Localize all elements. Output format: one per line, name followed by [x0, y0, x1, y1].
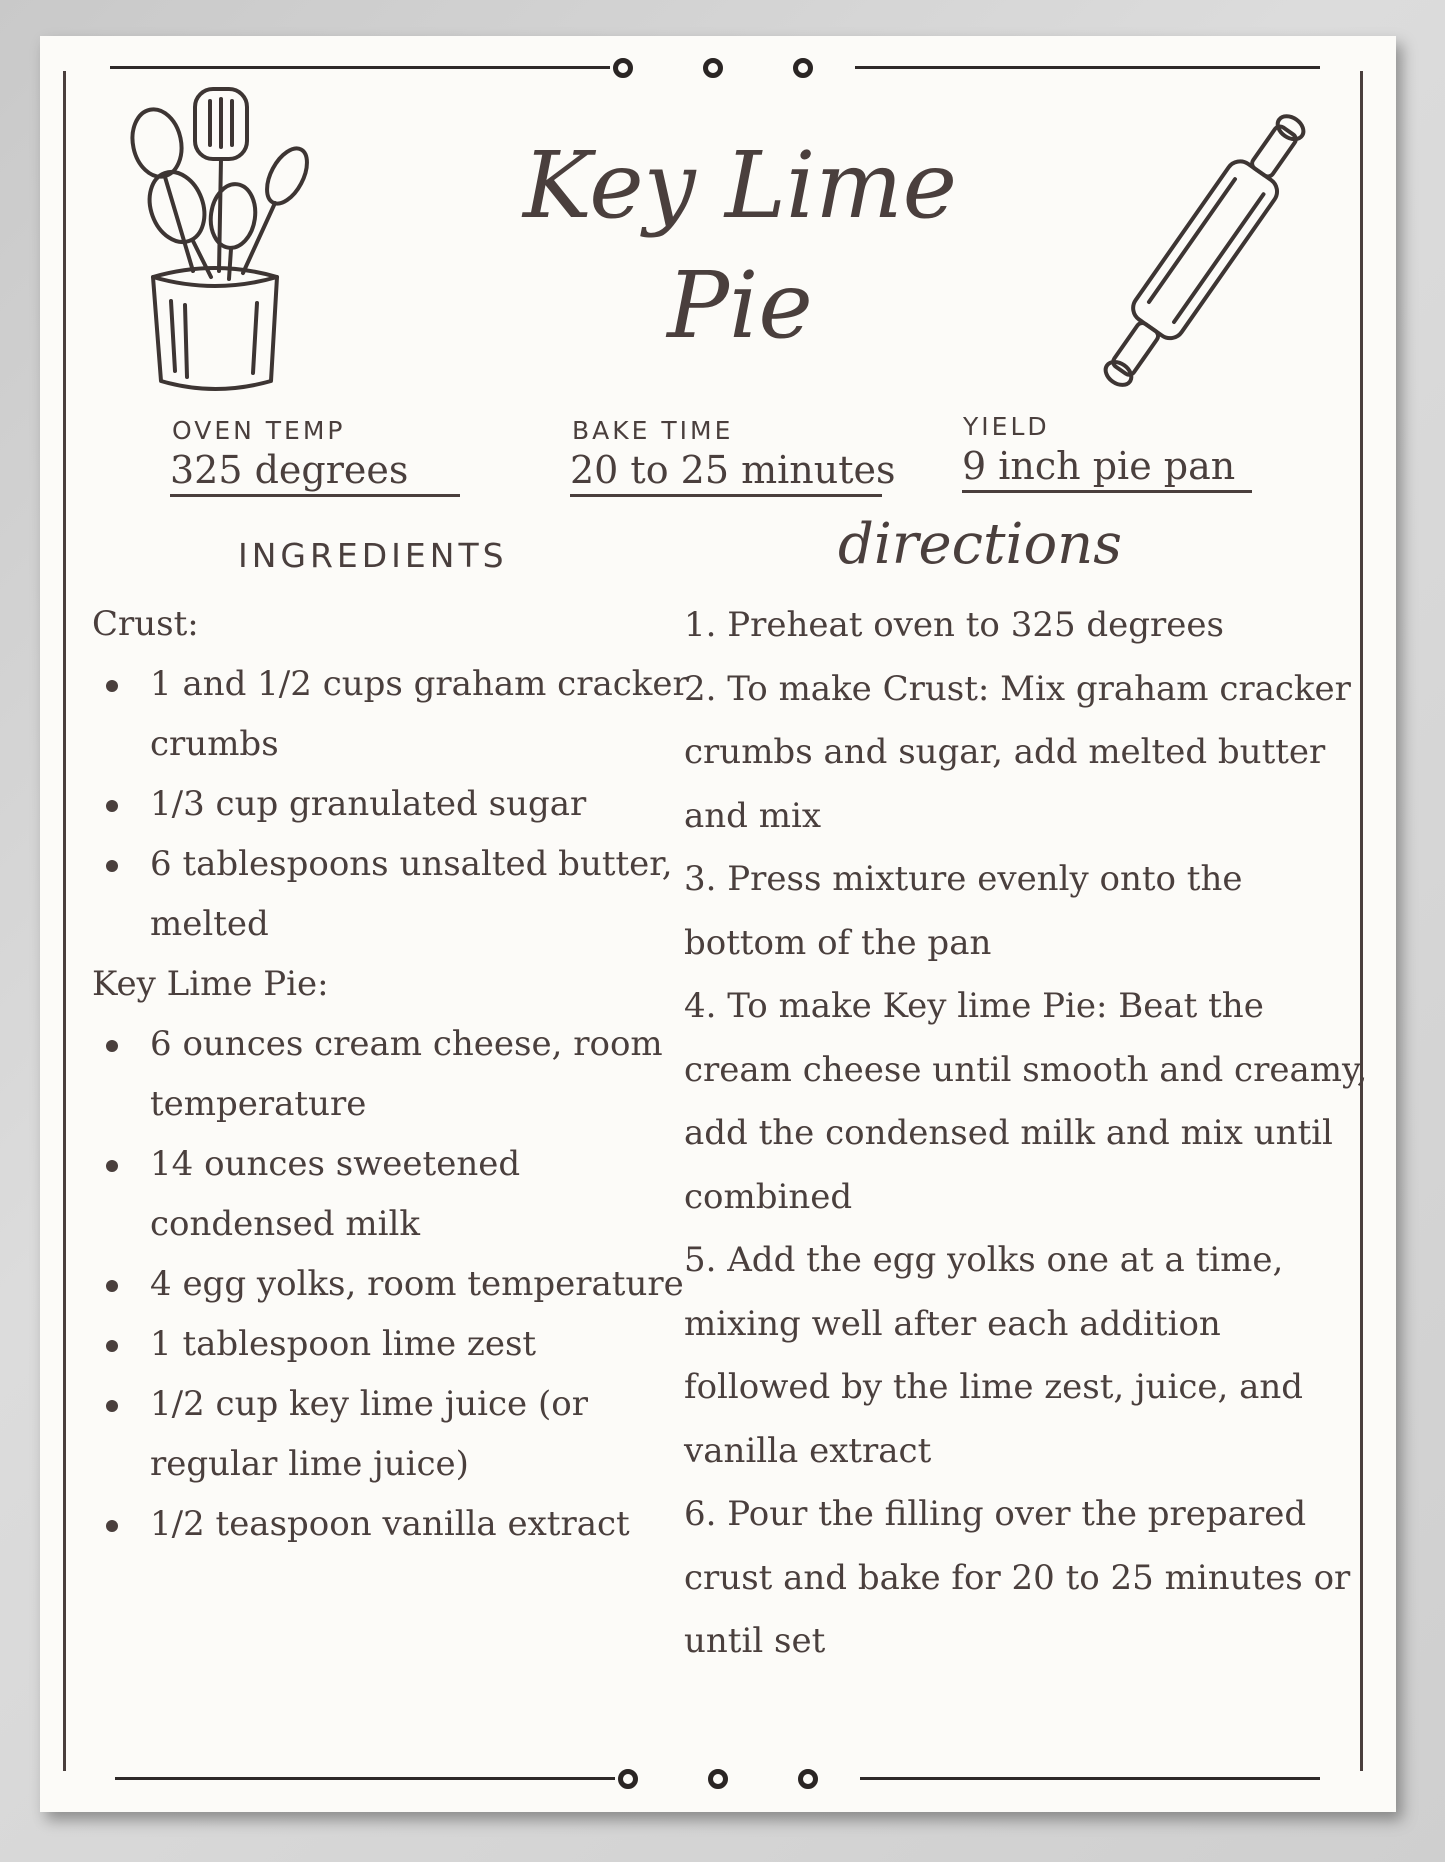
title-line-2: Pie: [667, 252, 813, 359]
bake-time-value: 20 to 25 minutes: [570, 448, 882, 497]
left-border-line: [63, 71, 66, 1771]
direction-step: 1. Preheat oven to 325 degrees: [684, 605, 1224, 645]
list-item: 1 and 1/2 cups graham cracker crumbs: [150, 654, 712, 774]
crust-section-label: Crust:: [92, 604, 199, 644]
recipe-card: [40, 36, 1396, 1812]
list-item: 1/2 teaspoon vanilla extract: [150, 1494, 712, 1554]
list-item: 6 ounces cream cheese, room temperature: [150, 1014, 712, 1134]
top-ring-icon: [793, 58, 813, 78]
list-item: 14 ounces sweetened condensed milk: [150, 1134, 712, 1254]
oven-temp-label: OVEN TEMP: [172, 416, 346, 445]
bottom-rule-left: [115, 1777, 615, 1780]
recipe-title: [460, 126, 1020, 366]
list-item: 1/2 cup key lime juice (or regular lime juice): [150, 1374, 712, 1494]
direction-step: 3. Press mixture evenly onto the bottom of the pan: [684, 859, 1243, 963]
directions-heading: directions: [838, 512, 1122, 577]
direction-step: 4. To make Key lime Pie: Beat the cream cheese until smooth and creamy, add the condensed milk and mix until combined: [684, 986, 1368, 1217]
bottom-ring-icon: [618, 1769, 638, 1789]
rolling-pin-icon: [1095, 76, 1325, 406]
title-line-1: Key Lime: [522, 132, 958, 239]
bottom-rule-right: [860, 1777, 1320, 1780]
bake-time-label: BAKE TIME: [572, 416, 734, 445]
direction-step: 6. Pour the filling over the prepared crust and bake for 20 to 25 minutes or until set: [684, 1494, 1351, 1661]
list-item: 6 tablespoons unsalted butter, melted: [150, 834, 712, 954]
top-rule-right: [855, 66, 1320, 69]
list-item: 4 egg yolks, room temperature: [150, 1254, 712, 1314]
oven-temp-value: 325 degrees: [170, 448, 460, 497]
top-ring-icon: [703, 58, 723, 78]
list-item: 1/3 cup granulated sugar: [150, 774, 712, 834]
crust-items: [92, 654, 712, 954]
yield-value: 9 inch pie pan: [962, 444, 1252, 493]
top-ring-icon: [613, 58, 633, 78]
bottom-ring-icon: [798, 1769, 818, 1789]
yield-label: YIELD: [963, 412, 1050, 441]
ingredients-list: [92, 594, 712, 1554]
pie-items: [92, 1014, 712, 1554]
list-item: 1 tablespoon lime zest: [150, 1314, 712, 1374]
directions-list: [684, 594, 1374, 1674]
ingredients-heading: INGREDIENTS: [238, 536, 508, 575]
direction-step: 5. Add the egg yolks one at a time, mixing well after each addition followed by the lime zest, juice, and vanilla extract: [684, 1240, 1304, 1471]
pie-section-label: Key Lime Pie:: [92, 964, 329, 1004]
utensil-crock-icon: [115, 81, 315, 401]
direction-step: 2. To make Crust: Mix graham cracker crumbs and sugar, add melted butter and mix: [684, 668, 1351, 836]
top-rule-left: [110, 66, 610, 69]
bottom-ring-icon: [708, 1769, 728, 1789]
